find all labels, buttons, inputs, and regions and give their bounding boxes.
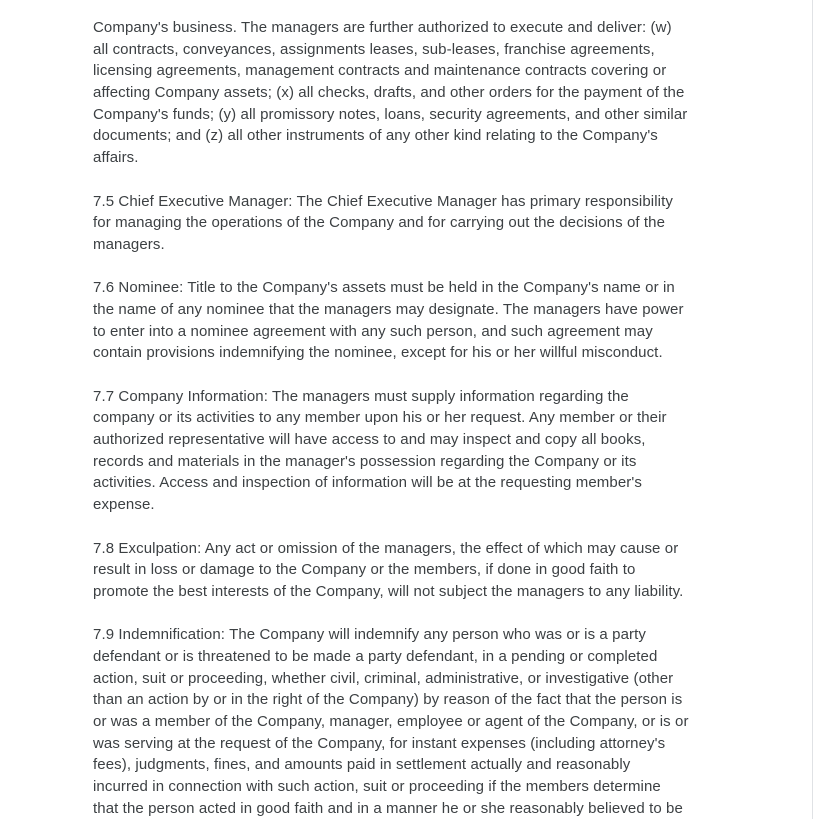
text-line: 7.5 Chief Executive Manager: The Chief Executive Manager has primary responsibility	[93, 192, 673, 210]
text-line: incurred in connection with such action, suit or proceeding if the members determine	[93, 778, 661, 796]
text-line: 7.9 Indemnification: The Company will indemnify any person who was or is a party	[93, 626, 646, 644]
text-line: action, suit or proceeding, whether civil, criminal, administrative, or investigative (other	[93, 669, 674, 687]
text-line: licensing agreements, management contracts and maintenance contracts covering or	[93, 62, 667, 80]
text-line: records and materials in the manager's possession regarding the Company or its	[93, 452, 637, 470]
section-7-6-nominee	[93, 277, 753, 364]
text-line: managers.	[93, 235, 165, 253]
document-text	[93, 17, 753, 819]
text-line: that the person acted in good faith and in a manner he or she reasonably believed to be	[93, 799, 683, 817]
text-line: to enter into a nominee agreement with any such person, and such agreement may	[93, 322, 653, 340]
text-line: activities. Access and inspection of information will be at the requesting member's	[93, 474, 642, 492]
text-line: documents; and (z) all other instruments of any other kind relating to the Company's	[93, 127, 658, 145]
text-line: promote the best interests of the Company, will not subject the managers to any liability.	[93, 582, 684, 600]
text-line: affairs.	[93, 149, 139, 167]
text-line: fees), judgments, fines, and amounts paid in settlement actually and reasonably	[93, 756, 631, 774]
text-line: authorized representative will have access to and may inspect and copy all books,	[93, 431, 646, 449]
text-line: was serving at the request of the Company, for instant expenses (including attorney's	[93, 734, 666, 752]
text-line: or was a member of the Company, manager, employee or agent of the Company, or is or	[93, 713, 689, 730]
paragraph-managers-powers	[93, 17, 753, 169]
section-7-5-chief-executive-manager	[93, 191, 753, 256]
text-line: than an action by or in the right of the Company) by reason of the fact that the person is	[93, 691, 683, 709]
text-line: affecting Company assets; (x) all checks, drafts, and other orders for the payment of the	[93, 84, 685, 102]
section-7-9-indemnification	[93, 624, 753, 819]
text-line: for managing the operations of the Company and for carrying out the decisions of the	[93, 214, 666, 232]
text-line: contain provisions indemnifying the nominee, except for his or her willful misconduct.	[93, 344, 663, 362]
text-line: all contracts, conveyances, assignments leases, sub-leases, franchise agreements,	[93, 40, 655, 58]
text-line: defendant or is threatened to be made a party defendant, in a pending or completed	[93, 647, 658, 665]
section-7-8-exculpation	[93, 538, 753, 603]
text-line: 7.6 Nominee: Title to the Company's assets must be held in the Company's name or in	[93, 279, 675, 297]
pane-border-line	[812, 0, 813, 819]
text-line: result in loss or damage to the Company or the members, if done in good faith to	[93, 561, 636, 579]
text-line: Company's business. The managers are further authorized to execute and deliver: (w)	[93, 19, 672, 36]
text-line: expense.	[93, 496, 155, 514]
text-line: the name of any nominee that the managers may designate. The managers have power	[93, 300, 684, 318]
text-line: company or its activities to any member upon his or her request. Any member or their	[93, 409, 667, 427]
text-line: Company's funds; (y) all promissory notes, loans, security agreements, and other similar	[93, 105, 688, 123]
text-line: 7.8 Exculpation: Any act or omission of the managers, the effect of which may cause or	[93, 539, 679, 557]
section-7-7-company-information	[93, 386, 753, 516]
text-line: 7.7 Company Information: The managers must supply information regarding the	[93, 387, 629, 405]
